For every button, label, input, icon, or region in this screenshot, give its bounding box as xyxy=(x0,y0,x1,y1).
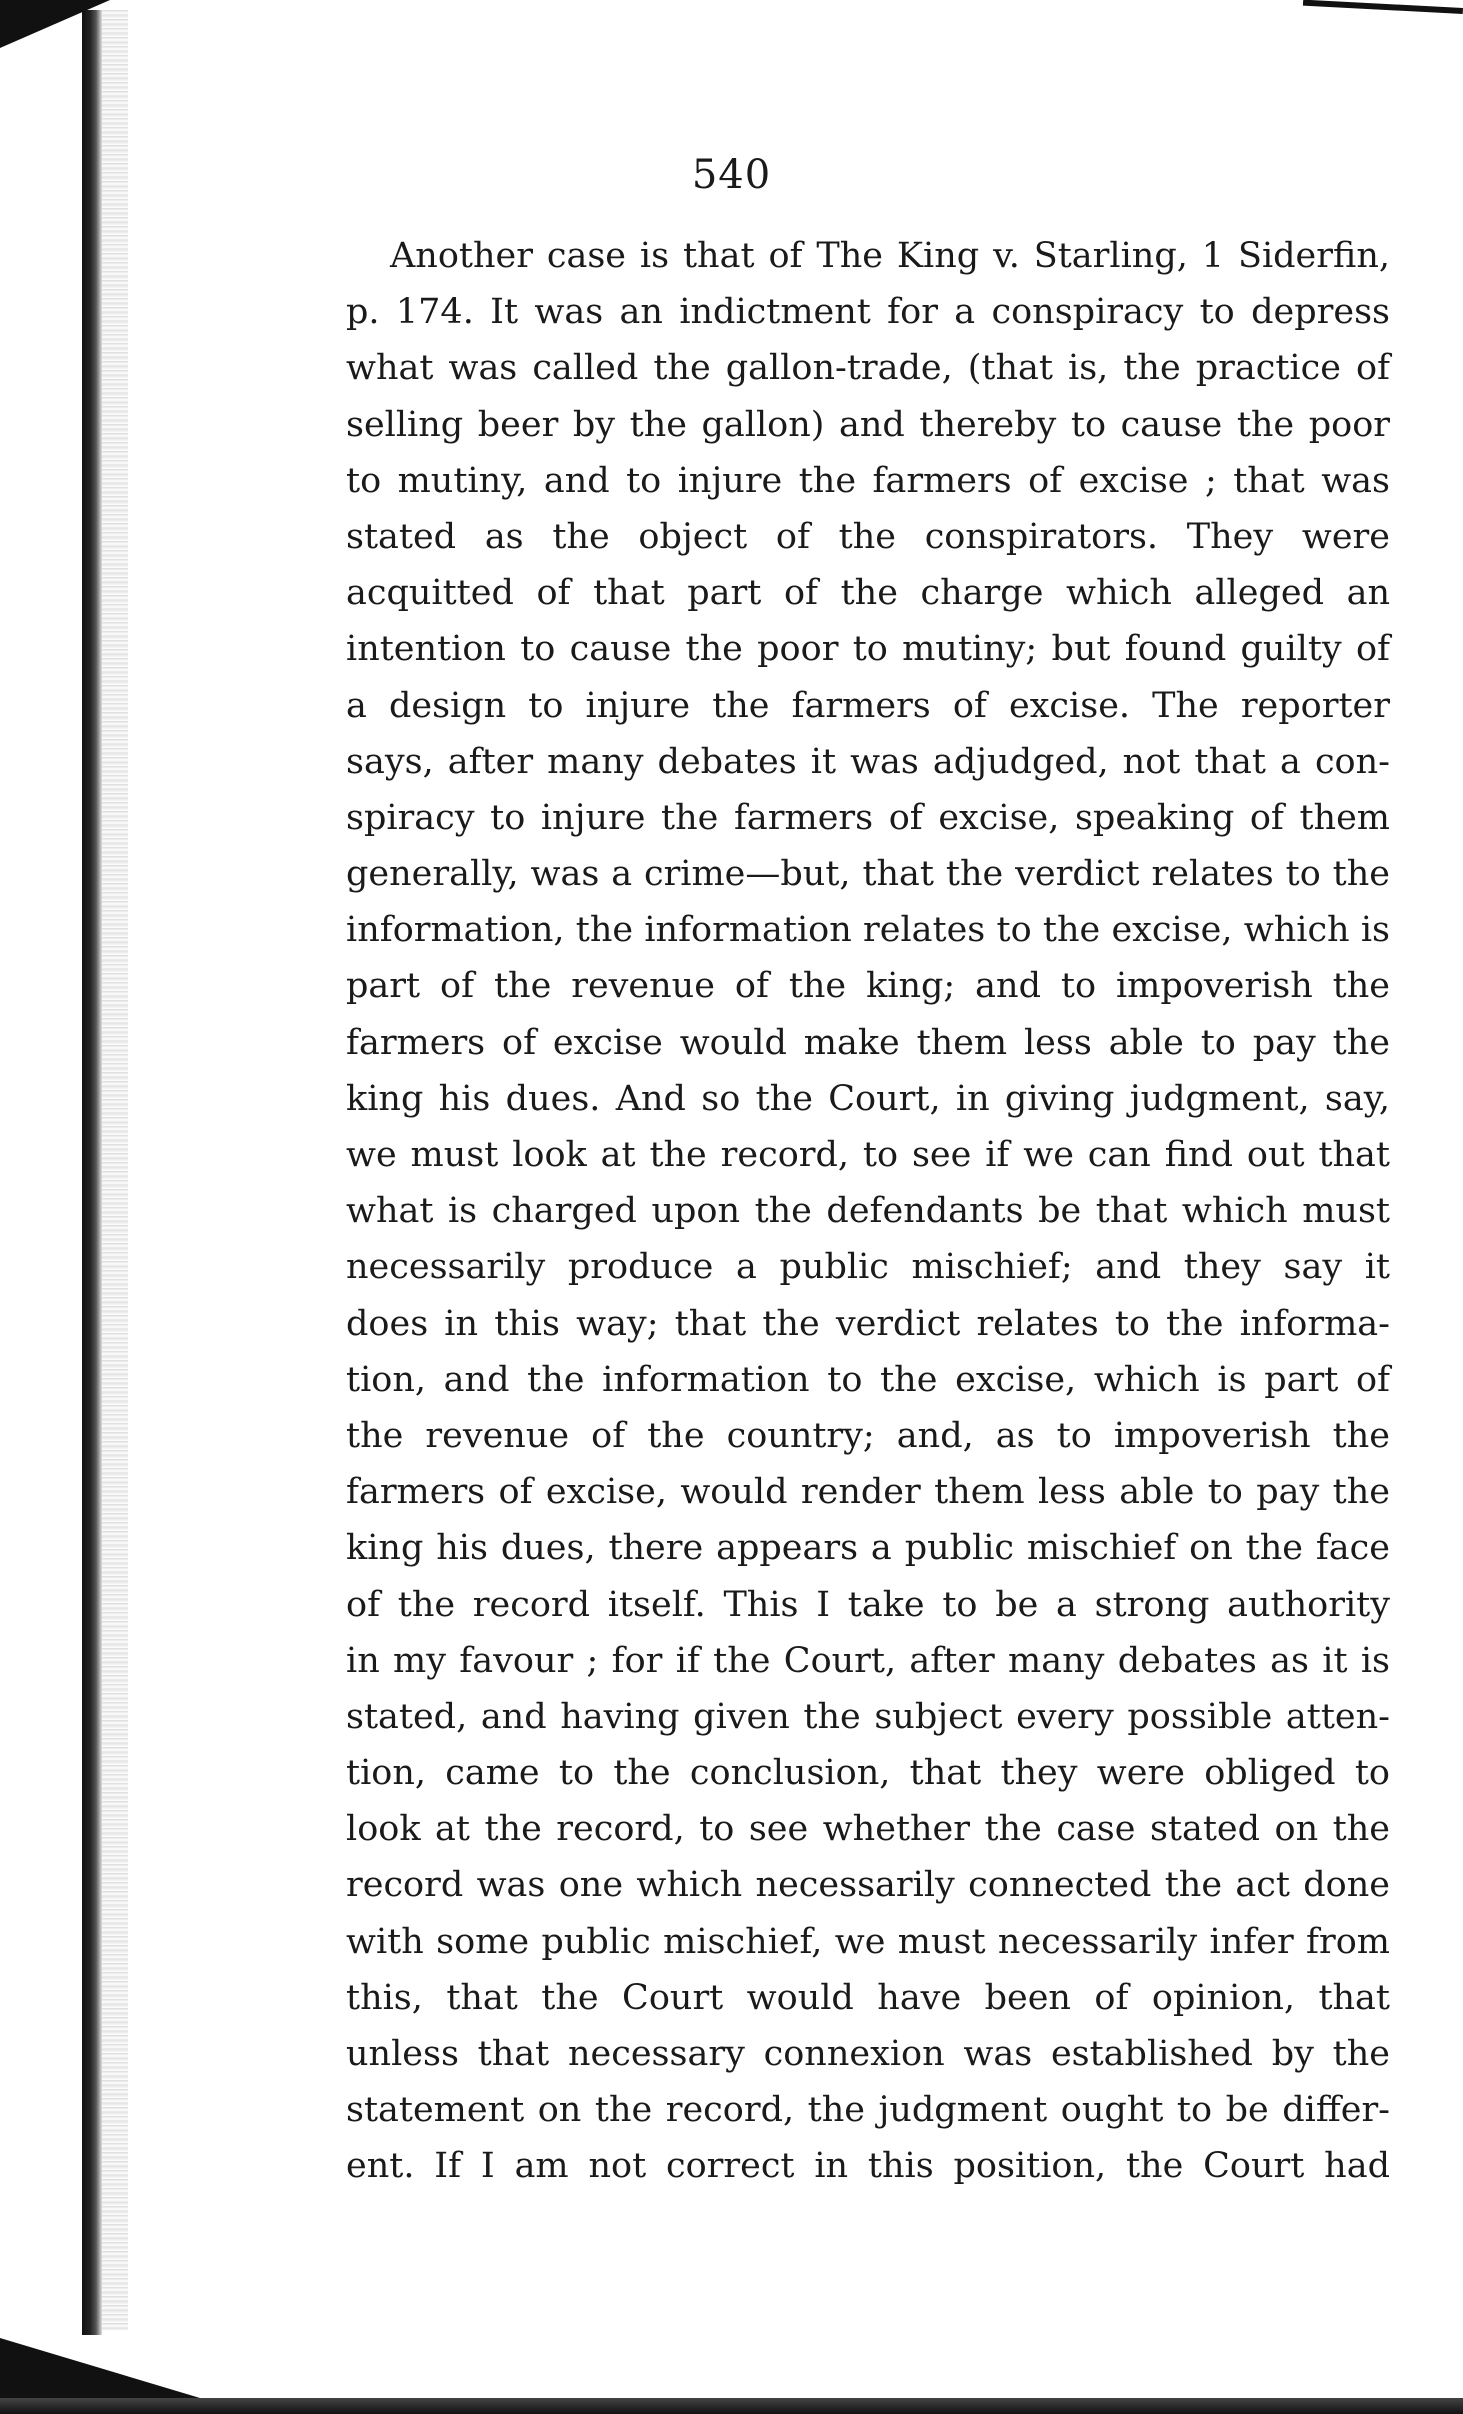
text-line: in my favour ; for if the Court, after many debates as it is xyxy=(346,1640,1390,1681)
text-line: of the record itself. This I take to be a strong authority xyxy=(346,1584,1390,1625)
text-line: we must look at the record, to see if we can find out that xyxy=(346,1135,1390,1175)
text-line: with some public mischief, we must necessarily infer from xyxy=(346,1921,1390,1962)
text-line: farmers of excise, would render them less able to pay the xyxy=(346,1472,1390,1513)
text-line: tion, came to the conclusion, that they were obliged to xyxy=(346,1753,1390,1794)
binding-shadow xyxy=(102,10,128,2330)
text-line: selling beer by the gallon) and thereby to cause the poor xyxy=(346,404,1390,445)
scan-corner-bottom-left xyxy=(0,2338,200,2398)
text-line: does in this way; that the verdict relates to the informa- xyxy=(346,1303,1390,1344)
text-line: unless that necessary connexion was established by the xyxy=(346,2034,1390,2074)
text-line: p. 174. It was an indictment for a conspiracy to depress xyxy=(346,292,1390,333)
scan-corner-top-right xyxy=(1303,0,1463,14)
text-line: ent. If I am not correct in this position, the Court had xyxy=(346,2146,1390,2187)
text-line: stated as the object of the conspirators. They were xyxy=(346,516,1390,557)
text-line: generally, was a crime—but, that the verdict relates to the xyxy=(346,854,1390,895)
text-line: king his dues. And so the Court, in giving judgment, say, xyxy=(346,1078,1390,1119)
text-line: a design to injure the farmers of excise. The reporter xyxy=(346,685,1390,726)
text-line: this, that the Court would have been of opinion, that xyxy=(346,1977,1390,2018)
text-line: to mutiny, and to injure the farmers of excise ; that was xyxy=(346,460,1390,501)
text-line: information, the information relates to the excise, which is xyxy=(346,910,1390,951)
text-line: king his dues, there appears a public mischief on the face xyxy=(346,1528,1390,1569)
text-line: look at the record, to see whether the case stated on the xyxy=(346,1809,1390,1850)
page-number: 540 xyxy=(691,152,772,198)
text-line: acquitted of that part of the charge which alleged an xyxy=(346,573,1390,614)
page-binding-edge xyxy=(82,10,102,2335)
text-line: what is charged upon the defendants be that which must xyxy=(346,1191,1390,1232)
text-line: part of the revenue of the king; and to impoverish the xyxy=(346,966,1390,1007)
text-line: necessarily produce a public mischief; and they say it xyxy=(346,1247,1390,1288)
text-line: stated, and having given the subject every possible atten- xyxy=(346,1696,1390,1737)
text-line: what was called the gallon-trade, (that is, the practice of xyxy=(346,348,1390,389)
text-line: tion, and the information to the excise, which is part of xyxy=(346,1359,1390,1400)
text-line: says, after many debates it was adjudged, not that a con- xyxy=(346,741,1390,782)
scan-bottom-edge xyxy=(0,2398,1463,2414)
text-line: statement on the record, the judgment ought to be differ- xyxy=(346,2090,1390,2131)
text-line: intention to cause the poor to mutiny; but found guilty of xyxy=(346,629,1390,670)
text-line: the revenue of the country; and, as to impoverish the xyxy=(346,1415,1390,1456)
body-text xyxy=(346,228,1390,2195)
text-line: spiracy to injure the farmers of excise, speaking of them xyxy=(346,797,1390,838)
text-line: record was one which necessarily connected the act done xyxy=(346,1865,1390,1906)
text-line: farmers of excise would make them less able to pay the xyxy=(346,1022,1390,1063)
text-line: Another case is that of The King v. Starling, 1 Siderfin, xyxy=(390,236,1390,276)
